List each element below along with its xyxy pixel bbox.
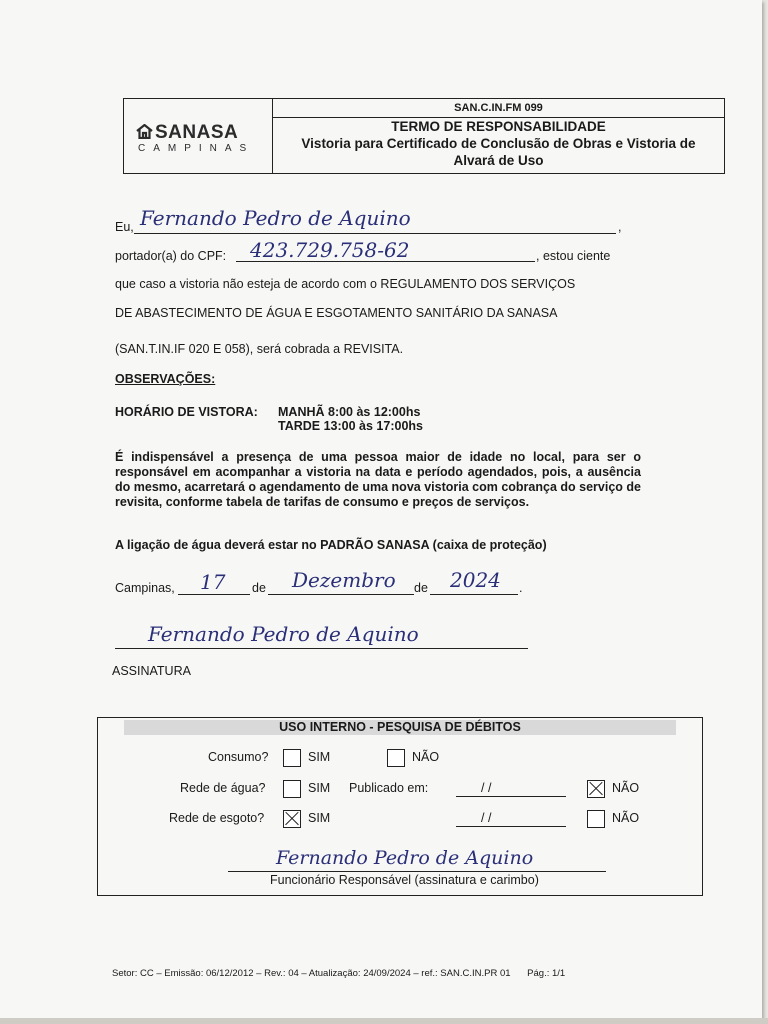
horario-label: HORÁRIO DE VISTORA: xyxy=(115,405,258,419)
obs-paragraph: É indispensável a presença de uma pessoa maior de idade no local, para ser o responsável em acompanhar a vistoria na data e período agendados, pois, a ausência do mesmo, acarretará o agendamento de uma nova vistoria com cobrança do serviço de revisita, conforme tabela de tarifas de consumo e preços de serviços. xyxy=(115,450,641,509)
padrao-note: A ligação de água deverá estar no PADRÃO SANASA (caixa de proteção) xyxy=(115,538,547,552)
page-number: Pág.: 1/1 xyxy=(527,968,566,979)
esgoto-sim-label: SIM xyxy=(308,811,331,825)
body-line2: DE ABASTECIMENTO DE ÁGUA E ESGOTAMENTO SANITÁRIO DA SANASA xyxy=(115,306,558,320)
internal-use-title: USO INTERNO - PESQUISA DE DÉBITOS xyxy=(124,720,676,735)
consumo-nao-checkbox[interactable] xyxy=(387,749,405,767)
responsavel-signature[interactable]: Fernando Pedro de Aquino xyxy=(276,847,534,869)
consumo-nao-label: NÃO xyxy=(412,750,440,764)
observacoes-heading: OBSERVAÇÕES: xyxy=(115,372,216,386)
header-box xyxy=(123,98,725,174)
page-edge xyxy=(0,1018,768,1024)
body-line1: que caso a vistoria não esteja de acordo com o REGULAMENTO DOS SERVIÇOS xyxy=(115,277,576,291)
campinas-label: Campinas, xyxy=(115,581,175,595)
consumo-sim-label: SIM xyxy=(308,750,331,764)
form-code: SAN.C.IN.FM 099 xyxy=(273,99,724,118)
consumo-sim-checkbox[interactable] xyxy=(283,749,301,767)
month-field[interactable]: Dezembro xyxy=(292,568,396,592)
cpf-label: portador(a) do CPF: xyxy=(115,249,227,263)
logo-text: SANASA xyxy=(155,122,239,143)
date-period: . xyxy=(519,581,523,595)
body-line3: (SAN.T.IN.IF 020 E 058), será cobrada a REVISITA. xyxy=(115,342,404,356)
horario-tarde: TARDE 13:00 às 17:00hs xyxy=(278,419,423,433)
signature-field[interactable]: Fernando Pedro de Aquino xyxy=(148,622,419,646)
internal-use-box xyxy=(97,717,703,896)
logo-cell xyxy=(124,99,273,173)
sanasa-logo xyxy=(136,122,238,144)
name-line xyxy=(134,233,616,234)
year-field[interactable]: 2024 xyxy=(450,568,501,592)
signature-line xyxy=(115,648,528,649)
agua-sim-label: SIM xyxy=(308,781,331,795)
esgoto-nao-label: NÃO xyxy=(612,811,640,825)
form-title: TERMO DE RESPONSABILIDADE xyxy=(391,119,606,134)
year-line xyxy=(430,594,518,595)
esgoto-date[interactable]: / / xyxy=(481,811,492,825)
publicado-nao-checkbox[interactable] xyxy=(587,780,605,798)
rede-esgoto-label: Rede de esgoto? xyxy=(169,811,265,825)
day-field[interactable]: 17 xyxy=(200,570,226,594)
horario-manha: MANHÃ 8:00 às 12:00hs xyxy=(278,405,421,419)
de-label-2: de xyxy=(414,581,428,595)
name-comma: , xyxy=(618,220,622,234)
cpf-field[interactable]: 423.729.758-62 xyxy=(250,238,410,262)
form-subtitle-line2: Alvará de Uso xyxy=(453,153,544,168)
rede-agua-label: Rede de água? xyxy=(180,781,266,795)
eu-label: Eu, xyxy=(115,220,134,234)
house-logo-icon xyxy=(136,123,153,138)
publicado-label: Publicado em: xyxy=(349,781,429,795)
publicado-date[interactable]: / / xyxy=(481,781,492,795)
day-line xyxy=(178,594,250,595)
month-line xyxy=(268,594,414,595)
de-label-1: de xyxy=(252,581,266,595)
form-subtitle-line1: Vistoria para Certificado de Conclusão de Obras e Vistoria de xyxy=(301,136,696,151)
consumo-label: Consumo? xyxy=(208,750,269,764)
responsavel-line xyxy=(228,871,606,872)
publicado-nao-label: NÃO xyxy=(612,781,640,795)
publicado-date-line xyxy=(456,796,566,797)
esgoto-nao-checkbox[interactable] xyxy=(587,810,605,828)
footer xyxy=(112,968,565,979)
responsavel-label: Funcionário Responsável (assinatura e carimbo) xyxy=(270,873,539,887)
name-field[interactable]: Fernando Pedro de Aquino xyxy=(140,206,411,230)
title-cell xyxy=(273,99,724,173)
cpf-after-text: , estou ciente xyxy=(536,249,611,263)
agua-sim-checkbox[interactable] xyxy=(283,780,301,798)
logo-subtext: CAMPINAS xyxy=(138,143,255,154)
esgoto-sim-checkbox[interactable] xyxy=(283,810,301,828)
form-title-block xyxy=(273,118,724,169)
footer-text: Setor: CC – Emissão: 06/12/2012 – Rev.: 04 – Atualização: 24/09/2024 – ref.: SAN.C.IN.PR 01 xyxy=(112,968,511,979)
assinatura-label: ASSINATURA xyxy=(112,664,191,678)
esgoto-date-line xyxy=(456,826,566,827)
